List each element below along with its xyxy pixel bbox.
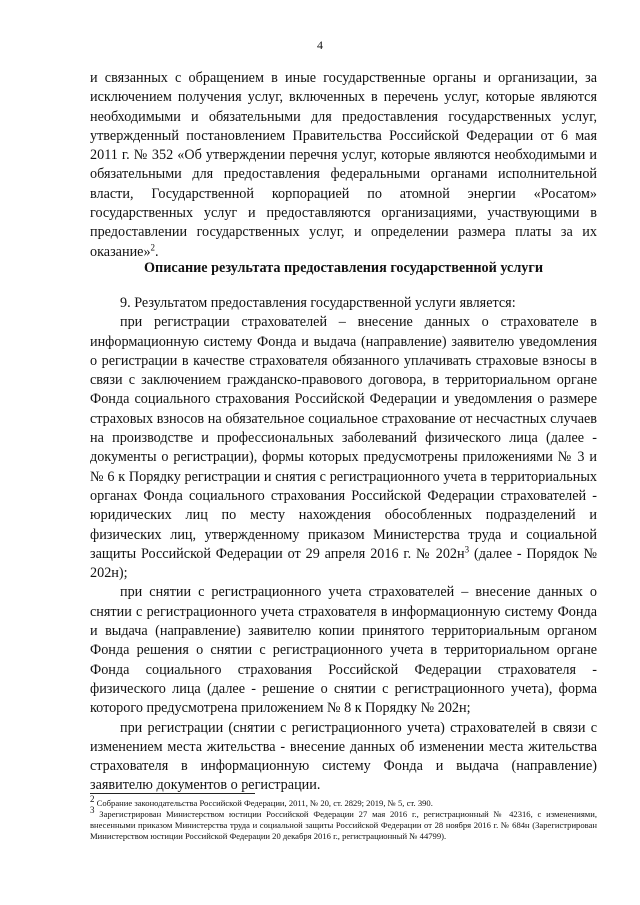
footnote-2-text: Собрание законодательства Российской Федерации, 2011, № 20, ст. 2829; 2019, № 5, ст. 390. <box>96 798 433 808</box>
residence-change-paragraph: при регистрации (снятии с регистрационного учета) страхователей в связи с изменением места жительства - внесение данных об изменении места жительства страхователя в информационную систему Фонда и выдача (направление) заявителю документов о регистрации. <box>90 719 597 794</box>
continuation-end: . <box>155 243 159 260</box>
registration-text: при регистрации страхователей – внесение данных о страхователе в информационную систему Фонда и выдача (направление) заявителю уведомления о регистрации в качестве страхователя обязанного уплачивать страховые взносы в связи с заключением гражданско-правового договора, в территориальном органе Фонда социального страхования Российской Федерации и уведомления о размере страховых взносов на обязательное социальное страхование от несчастных случаев на производстве и профессиональных заболеваний физического лица (далее - документы о регистрации), формы которых предусмотрены приложениями № 3 и № 6 к Порядку регистрации и снятия с регистрационного учета в территориальных органах Фонда социального страхования Российской Федерации страхователей - юридических лиц по месту нахождения обособленных подразделений и физических лиц, утвержденному приказом Министерства труда и социальной защиты Российской Федерации от 29 апреля 2016 г. № 202н <box>90 314 597 562</box>
page-number: 4 <box>317 38 323 52</box>
item-9-intro: 9. Результатом предоставления государственной услуги является: <box>120 295 516 311</box>
footnote-3 <box>90 805 597 842</box>
footnote-2 <box>90 794 597 809</box>
footnote-mark-3: 3 <box>90 805 95 816</box>
registration-paragraph <box>90 313 597 583</box>
continuation-text: и связанных с обращением в иные государственные органы и организации, за исключением получения услуг, включенных в перечень услуг, которые являются необходимыми и обязательными для предоставления государственных услуг, утвержденный постановлением Правительства Российской Федерации от 6 мая 2011 г. № 352 «Об утверждении перечня услуг, которые являются необходимыми и обязательными для предоставления федеральными органами исполнительной власти, Государственной корпорацией по атомной энергии «Росатом» государственных услуг и предоставляются организациями, участвующими в предоставлении государственных услуг, и определении размера платы за их оказание» <box>90 70 597 260</box>
footnote-3-text: Зарегистрирован Министерством юстиции Российской Федерации 27 мая 2016 г., регистрационный № 42316, с изменениями, внесенными приказом Министерства труда и социальной защиты Российской Федерации от 28 ноября 2016 г. № 684н (Зарегистрирован Министерством юстиции Российской Федерации 20 декабря 2016 г., регистрационный № 44799). <box>90 809 597 841</box>
continuation-paragraph <box>90 69 597 262</box>
footnotes <box>90 794 597 842</box>
footnote-separator <box>90 793 255 794</box>
footnote-ref-3[interactable]: 3 <box>464 544 470 555</box>
deregistration-paragraph: при снятии с регистрационного учета страхователей – внесение данных о снятии с регистрационного учета страхователя в информационную систему Фонда и выдача (направление) заявителю копии принятого территориальным органом Фонда решения о снятии с регистрационного учета в территориальном органе Фонда социального страхования Российской Федерации страхователя - физического лица (далее - решение о снятии с регистрационного учета), форма которого предусмотрена приложением № 8 к Порядку № 202н; <box>90 584 597 717</box>
registration-text-end: (далее - Порядок № 202н); <box>90 545 597 582</box>
section-heading: Описание результата предоставления государственной услуги <box>144 260 543 276</box>
section-body <box>90 294 597 796</box>
footnote-mark-2: 2 <box>90 794 95 805</box>
footnote-ref-2[interactable]: 2 <box>150 241 156 252</box>
